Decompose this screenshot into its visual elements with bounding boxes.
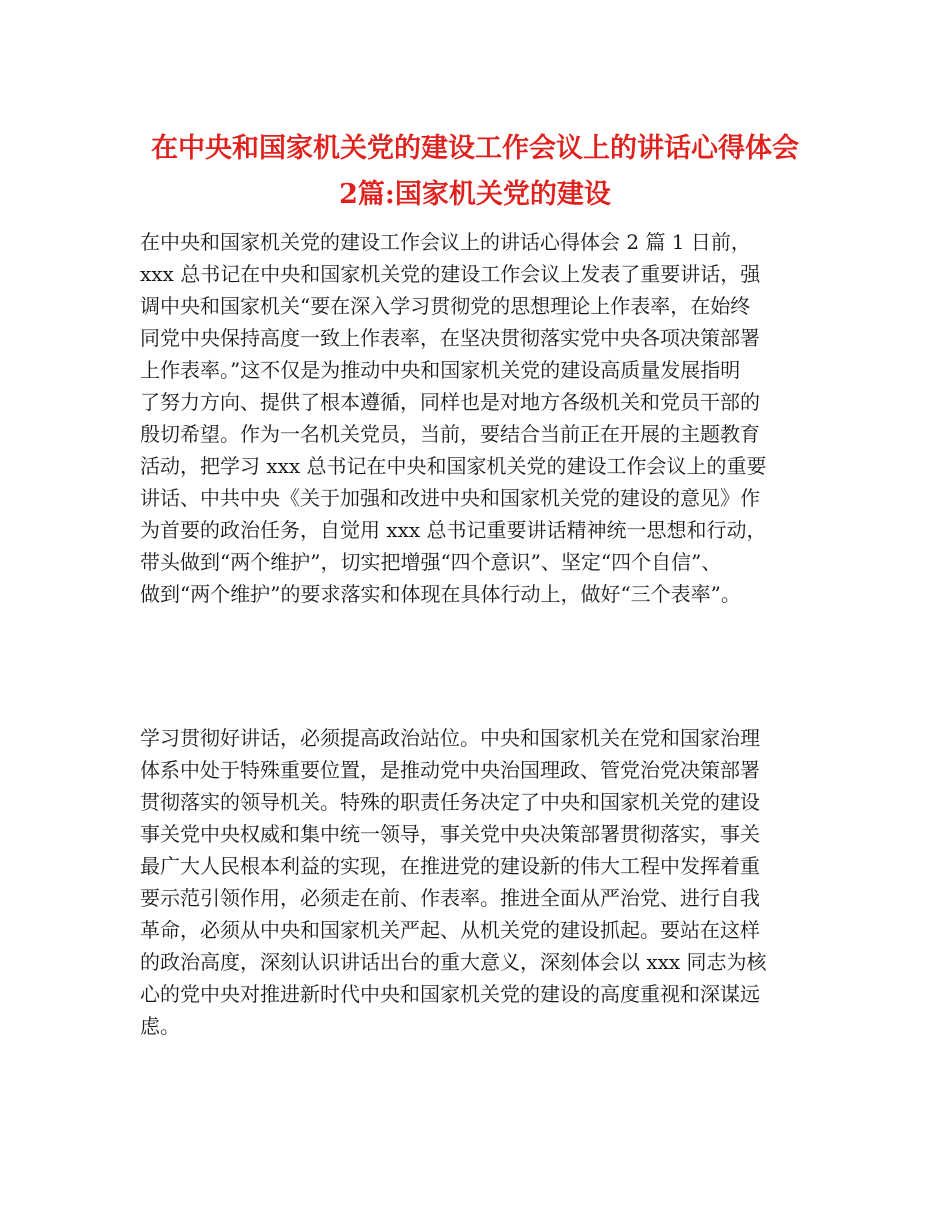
paragraph-2	[140, 722, 830, 1042]
text-line: 虑。	[140, 1014, 180, 1038]
text-line: 贯彻落实的领导机关。特殊的职责任务决定了中央和国家机关党的建设	[140, 790, 760, 814]
text-line: 在中央和国家机关党的建设工作会议上的讲话心得体会 2 篇 1 日前，	[140, 230, 751, 254]
text-line: 活动，把学习 xxx 总书记在中央和国家机关党的建设工作会议上的重要	[140, 454, 767, 478]
text-line: 调中央和国家机关“要在深入学习贯彻党的思想理论上作表率，在始终	[140, 294, 751, 318]
text-line: 事关党中央权威和集中统一领导，事关党中央决策部署贯彻落实，事关	[140, 822, 760, 846]
text-line: 殷切希望。作为一名机关党员，当前，要结合当前正在开展的主题教育	[140, 422, 760, 446]
text-line: 做到“两个维护”的要求落实和体现在具体行动上，做好“三个表率”。	[140, 582, 741, 606]
text-line: 讲话、中共中央《关于加强和改进中央和国家机关党的建设的意见》作	[140, 486, 760, 510]
text-line: 同党中央保持高度一致上作表率，在坚决贯彻落实党中央各项决策部署	[140, 326, 760, 350]
title-line: 2篇:国家机关党的建设	[339, 179, 611, 210]
text-line: 上作表率。”这不仅是为推动中央和国家机关党的建设高质量发展指明	[140, 358, 741, 382]
text-line: 要示范引领作用，必须走在前、作表率。推进全面从严治党、进行自我	[140, 886, 760, 910]
text-line: 的政治高度，深刻认识讲话出台的重大意义，深刻体会以 xxx 同志为核	[140, 950, 767, 974]
text-line: 学习贯彻好讲话，必须提高政治站位。中央和国家机关在党和国家治理	[140, 726, 760, 750]
text-line: 了努力方向、提供了根本遵循，同样也是对地方各级机关和党员干部的	[140, 390, 760, 414]
text-line: 带头做到“两个维护”，切实把增强“四个意识”、坚定“四个自信”、	[140, 550, 722, 574]
text-line: 革命，必须从中央和国家机关严起、从机关党的建设抓起。要站在这样	[140, 918, 760, 942]
text-line: 心的党中央对推进新时代中央和国家机关党的建设的高度重视和深谋远	[140, 982, 760, 1006]
title-line: 在中央和国家机关党的建设工作会议上的讲话心得体会	[151, 133, 799, 164]
document-title	[130, 126, 820, 218]
text-line: xxx 总书记在中央和国家机关党的建设工作会议上发表了重要讲话，强	[140, 262, 761, 286]
paragraph-1	[140, 226, 830, 610]
text-line: 为首要的政治任务，自觉用 xxx 总书记重要讲话精神统一思想和行动，	[140, 518, 767, 542]
text-line: 体系中处于特殊重要位置，是推动党中央治国理政、管党治党决策部署	[140, 758, 760, 782]
text-line: 最广大人民根本利益的实现，在推进党的建设新的伟大工程中发挥着重	[140, 854, 760, 878]
